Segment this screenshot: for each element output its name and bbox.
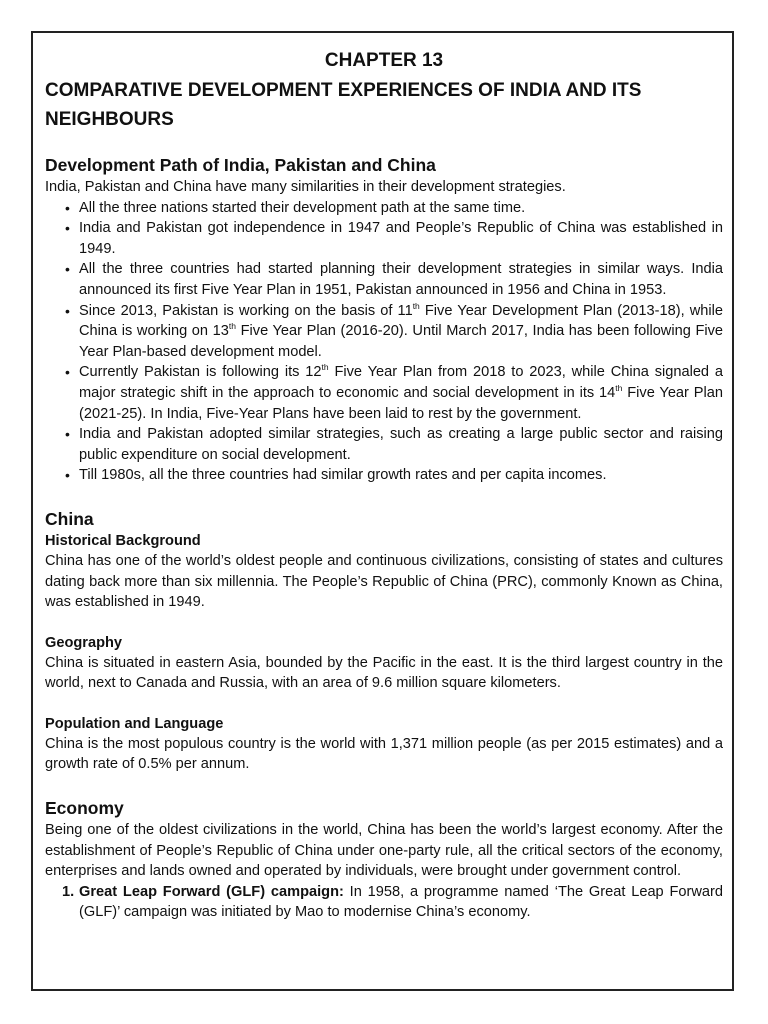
ordinal-suffix: th — [321, 362, 329, 373]
list-item: • Till 1980s, all the three countries had similar growth rates and per capita incomes. — [45, 465, 723, 486]
development-path-list — [45, 198, 723, 486]
list-item-text: Five Year Plan (2021-25). In India, Five-Year Plans have been laid to rest by the government. — [79, 384, 723, 422]
population-text: China is the most populous country is the world with 1,371 million people (as per 2015 estimates) and a growth rate of 0.5% per annum. — [45, 735, 723, 773]
list-item: • All the three nations started their development path at the same time. — [45, 198, 723, 219]
historical-background-text: China has one of the world’s oldest people and continuous civilizations, consisting of states and cultures dating back more than six millennia. The People’s Republic of China (PRC), commonly Known as China, was established in 1949. — [45, 552, 723, 611]
chapter-number: CHAPTER 13 — [324, 50, 444, 71]
subheading-population-language: Population and Language — [45, 715, 224, 732]
list-item: • India and Pakistan got independence in 1947 and People’s Republic of China was established in 1949. — [45, 218, 723, 259]
section-heading-development-path: Development Path of India, Pakistan and China — [45, 155, 436, 175]
section-heading-china: China — [45, 508, 94, 529]
document-content — [45, 45, 723, 923]
development-path-intro: India, Pakistan and China have many similarities in their development strategies. — [45, 179, 566, 195]
economy-text: Being one of the oldest civilizations in the world, China has been the world’s largest economy. After the establishment of People’s Republic of China under one-party rule, all the critical sectors of the economy, enterprises and lands owned and operated by individuals, were brought under government control. — [45, 822, 723, 880]
list-item-text: Five Year Development Plan (2013-18), while China is working on 13 — [79, 302, 723, 340]
chapter-title: COMPARATIVE DEVELOPMENT EXPERIENCES OF INDIA AND ITS NEIGHBOURS — [45, 80, 642, 130]
subheading-geography: Geography — [45, 634, 123, 651]
ordinal-suffix: th — [228, 321, 236, 332]
ordinal-suffix: th — [615, 383, 623, 394]
list-item-text: In 1958, a programme named ‘The Great Leap Forward (GLF)’ campaign was initiated by Mao to modernise China’s economy. — [79, 883, 723, 921]
economy-list — [45, 882, 723, 923]
list-item-term: Great Leap Forward (GLF) campaign: — [79, 883, 344, 900]
ordinal-suffix: th — [412, 300, 420, 311]
geography-text: China is situated in eastern Asia, bounded by the Pacific in the east. It is the third largest country in the world, next to Canada and Russia, with an area of 9.6 million square kilometers. — [45, 654, 723, 692]
list-number: 1. — [62, 883, 75, 900]
list-item: • All the three countries had started planning their development strategies in similar ways. India announced its first Five Year Plan in 1951, Pakistan announced in 1956 and China in 1953. — [45, 259, 723, 300]
list-item-text: Five Year Plan from 2018 to 2023, while China signaled a major strategic shift in the approach to economic and social development in its 14 — [79, 364, 724, 401]
list-item-text: Five Year Plan (2016-20). Until March 2017, India has been following Five Year Plan-based development model. — [79, 323, 724, 360]
list-item — [45, 882, 723, 923]
subheading-historical-background: Historical Background — [45, 532, 201, 549]
section-heading-economy: Economy — [45, 798, 124, 819]
list-item-text: Currently Pakistan is following its 12 — [79, 364, 322, 381]
list-item: • India and Pakistan adopted similar strategies, such as creating a large public sector and raising public expenditure on social development. — [45, 424, 723, 465]
list-item — [45, 362, 723, 424]
list-item-text: Since 2013, Pakistan is working on the basis of 11 — [79, 302, 413, 319]
list-item — [45, 301, 723, 363]
